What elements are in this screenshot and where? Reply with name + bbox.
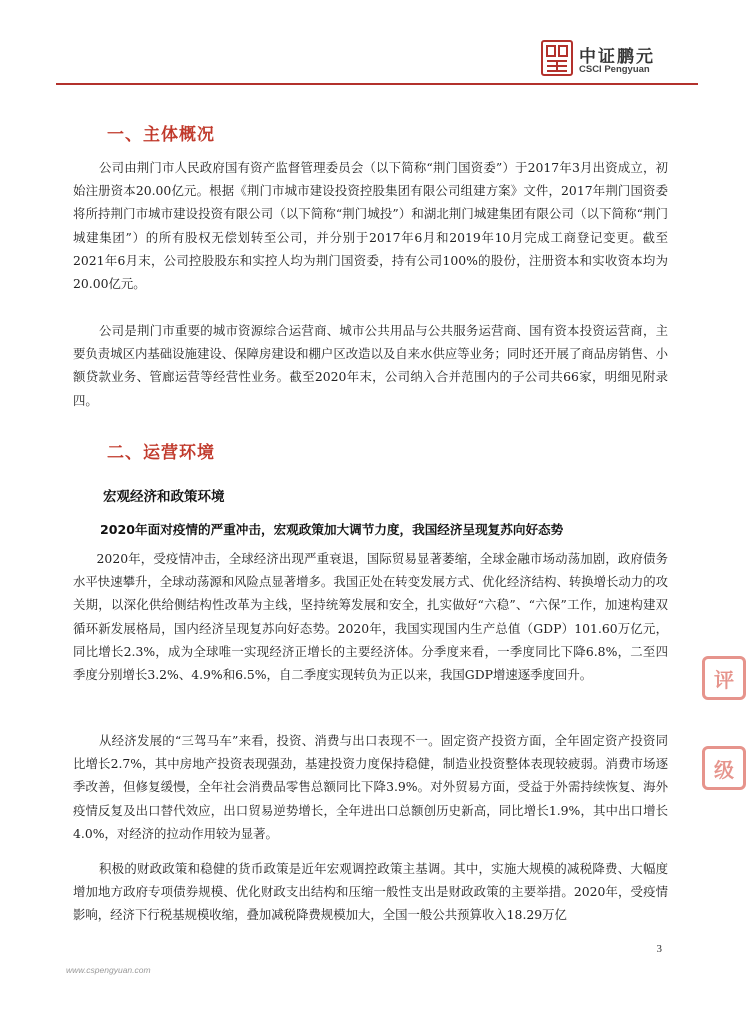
overview-paragraph-2: 公司是荆门市重要的城市资源综合运营商、城市公共用品与公共服务运营商、国有资本投资运营商，主要负责城区内基础设施建设、保障房建设和棚户区改造以及自来水供应等业务；同时还开展了商品房销售、小额贷款业务、管廊运营等经营性业务。截至2020年末，公司纳入合并范围内的子公司共66家，明细见附录四。 [73,323,668,408]
logo-mark-icon [541,40,573,76]
seal-stamp-bottom-glyph: 级 [702,746,746,790]
header-divider [56,83,698,85]
subsection-title-macro: 宏观经济和政策环境 [103,489,225,505]
logo-english-name: CSCI Pengyuan [579,64,650,75]
seal-stamp-top-glyph: 评 [702,656,746,700]
company-logo [541,40,691,80]
macro-paragraph-2: 从经济发展的“三驾马车”来看，投资、消费与出口表现不一。固定资产投资方面，全年固定资产投资同比增长2.7%，其中房地产投资表现强劲，基建投资力度保持稳健，制造业投资整体表现较疲弱。消费市场逐季改善，但修复缓慢，全年社会消费品零售总额同比下降3.9%。对外贸易方面，受益于外需持续恢复、海外疫情反复及出口替代效应，出口贸易逆势增长，全年进出口总额创历史新高，同比增长1.9%，其中出口增长4.0%，对经济的拉动作用较为显著。 [73,733,668,841]
footer-url: www.cspengyuan.com [66,965,151,975]
seal-stamp-top [702,656,734,700]
lead-statement: 2020年面对疫情的严重冲击，宏观政策加大调节力度，我国经济呈现复苏向好态势 [100,522,564,537]
logo-chinese-name: 中证鹏元 [579,47,655,67]
macro-paragraph-1: 2020年，受疫情冲击，全球经济出现严重衰退，国际贸易显著萎缩，全球金融市场动荡加剧，政府债务水平快速攀升，全球动荡源和风险点显著增多。我国正处在转变发展方式、优化经济结构、转换增长动力的攻关期，以深化供给侧结构性改革为主线，坚持统筹发展和安全，扎实做好“六稳”、“六保”工作，加速构建双循环新发展格局，国内经济呈现复苏向好态势。2020年，我国实现国内生产总值（GDP）101.60万亿元，同比增长2.3%，成为全球唯一实现经济正增长的主要经济体。分季度来看，一季度同比下降6.8%，二至四季度分别增长3.2%、4.9%和6.5%，自二季度实现转负为正以来，我国GDP增速逐季度回升。 [73,551,668,683]
page-number: 3 [656,943,662,955]
overview-paragraph-1: 公司由荆门市人民政府国有资产监督管理委员会（以下简称“荆门国资委”）于2017年3月出资成立，初始注册资本20.00亿元。根据《荆门市城市建设投资控股集团有限公司组建方案》文件，2017年荆门国资委将所持荆门市城市建设投资有限公司（以下简称“荆门城投”）和湖北荆门城建集团有限公司（以下简称“荆门城建集团”）的所有股权无偿划转至公司，并分别于2017年6月和2019年10月完成工商登记变更。截至2021年6月末，公司控股股东和实控人均为荆门国资委，持有公司100%的股份，注册资本和实收资本均为20.00亿元。 [73,160,668,292]
section-title-operating-environment: 二、运营环境 [107,443,215,463]
macro-paragraph-3: 积极的财政政策和稳健的货币政策是近年宏观调控政策主基调。其中，实施大规模的减税降费、大幅度增加地方政府专项债券规模、优化财政支出结构和压缩一般性支出是财政政策的主要举措。2020年，受疫情影响，经济下行税基规模收缩，叠加减税降费规模加大，全国一般公共预算收入18.29万亿 [73,861,668,923]
section-title-overview: 一、主体概况 [107,125,215,145]
seal-stamp-bottom [702,746,734,790]
